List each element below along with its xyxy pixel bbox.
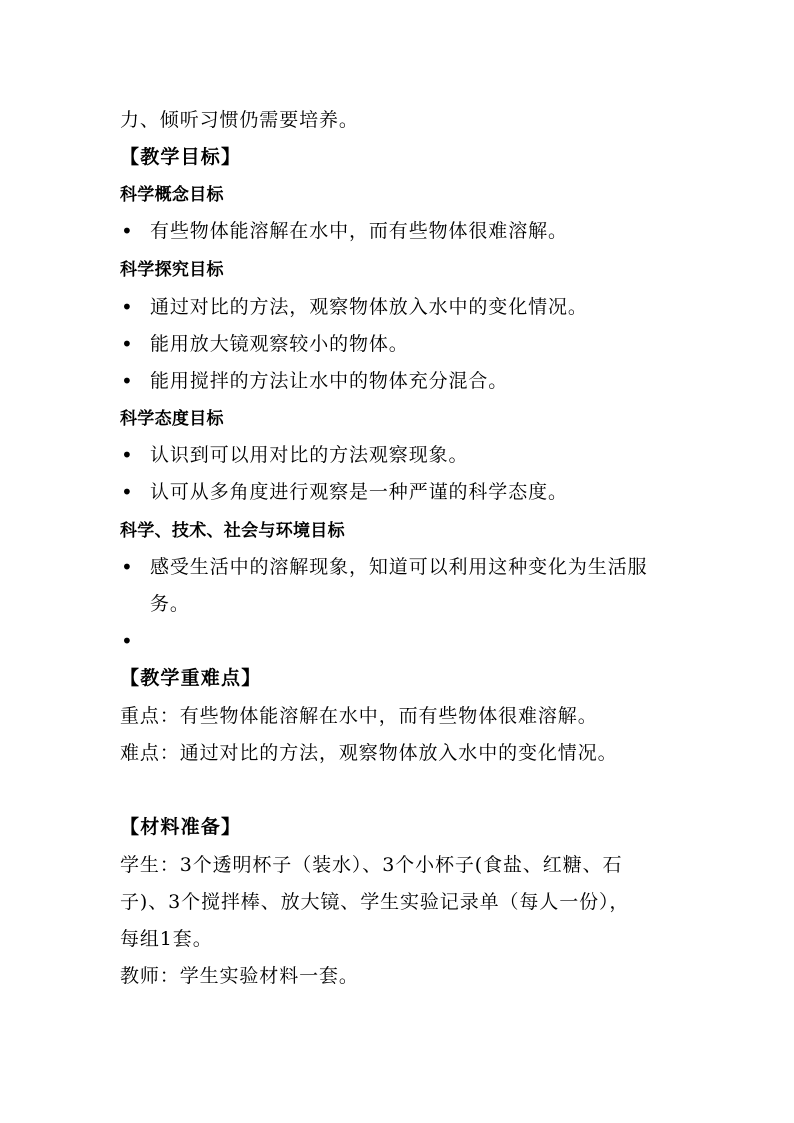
subheading-attitude: 科学态度目标 — [120, 409, 224, 429]
subheading-sts: 科学、技术、社会与环境目标 — [120, 521, 345, 541]
section-heading-goals: 【教学目标】 — [120, 146, 242, 168]
bullet-marker: • — [121, 480, 133, 504]
subheading-inquiry: 科学探究目标 — [120, 260, 224, 280]
section-heading-materials: 【材料准备】 — [120, 816, 242, 838]
bullet-marker: • — [121, 555, 133, 579]
list-item: 认识到可以用对比的方法观察现象。 — [150, 444, 469, 466]
text-line: 教师：学生实验材料一套。 — [120, 965, 359, 987]
text-line: 子)、3个搅拌棒、放大镜、学生实验记录单（每人一份）， — [120, 891, 630, 913]
text-line: 力、倾听习惯仍需要培养。 — [120, 109, 359, 131]
text-line: 每组1套。 — [120, 928, 213, 950]
section-heading-keypoints: 【教学重难点】 — [120, 667, 262, 689]
bullet-marker: • — [121, 369, 133, 393]
bullet-marker: • — [121, 295, 133, 319]
list-item: 认可从多角度进行观察是一种严谨的科学态度。 — [150, 481, 568, 503]
bullet-marker-empty: • — [121, 629, 133, 653]
bullet-marker: • — [121, 332, 133, 356]
subheading-concept: 科学概念目标 — [120, 185, 224, 205]
text-line: 重点：有些物体能溶解在水中，而有些物体很难溶解。 — [120, 705, 598, 727]
list-item: 感受生活中的溶解现象，知道可以利用这种变化为生活服 — [150, 556, 648, 578]
list-item: 能用搅拌的方法让水中的物体充分混合。 — [150, 370, 509, 392]
list-item: 通过对比的方法，观察物体放入水中的变化情况。 — [150, 296, 588, 318]
text-line: 难点：通过对比的方法，观察物体放入水中的变化情况。 — [120, 742, 618, 764]
bullet-marker: • — [121, 219, 133, 243]
text-line: 学生：3个透明杯子（装水）、3个小杯子(食盐、红糖、石 — [120, 854, 623, 876]
bullet-marker: • — [121, 443, 133, 467]
list-item-continuation: 务。 — [150, 593, 190, 615]
list-item: 有些物体能溶解在水中，而有些物体很难溶解。 — [150, 220, 568, 242]
list-item: 能用放大镜观察较小的物体。 — [150, 333, 409, 355]
